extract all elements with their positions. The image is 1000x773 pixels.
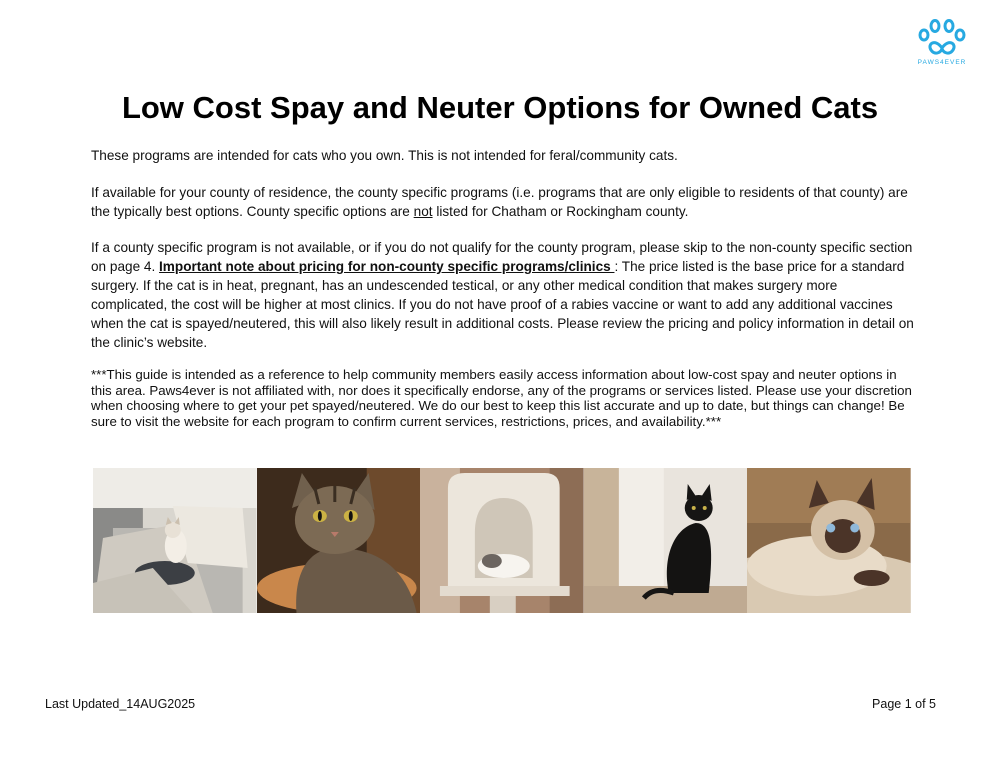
noncounty-text-end: : The price listed is the base price for a standard surgery. If the cat is in heat, pregnant, has an undescended testical, or any other medical condition that makes surgery more complicated, the cost will be higher at most clinics. If you do not have proof of a rabies vaccine or want to add any additional vaccines when the cat is spayed/neutered, this will also likely result in additional costs. Please review the pricing and policy information in detail on the clinic’s website. — [91, 259, 914, 350]
county-text-start: If available for your county of residence, the county specific programs (i.e. programs that are only eligible to residents of that county) are the typically best options. County specific options are — [91, 185, 908, 219]
noncounty-paragraph — [91, 238, 916, 352]
page-title: Low Cost Spay and Neuter Options for Owned Cats — [121, 90, 879, 125]
logo-text: PAWS4EVER — [917, 59, 967, 66]
cat-on-couch-photo — [93, 468, 257, 613]
disclaimer-paragraph: ***This guide is intended as a reference to help community members easily access information about low-cost spay and neuter options in this area. Paws4ever is not affiliated with, nor does it specifically endorse, any of the programs or services listed. Please use your discretion when choosing where to get your pet spayed/neutered. We do our best to keep this list accurate and up to date, but things can change! Be sure to visit the website for each program to confirm current services, restrictions, prices, and availability.*** — [91, 367, 912, 429]
county-paragraph — [91, 183, 916, 221]
cat-photo-strip — [93, 468, 911, 613]
pricing-note-heading: Important note about pricing for non-county specific programs/clinics — [159, 259, 615, 274]
paw-logo-icon — [913, 18, 971, 58]
black-cat-photo — [584, 468, 748, 613]
tabby-cat-photo — [257, 468, 421, 613]
county-text-end: listed for Chatham or Rockingham county. — [432, 204, 689, 219]
intro-paragraph: These programs are intended for cats who you own. This is not intended for feral/community cats. — [91, 148, 678, 163]
paws4ever-logo — [905, 18, 979, 66]
not-emphasis: not — [413, 204, 433, 219]
cat-in-cat-tree-photo — [420, 468, 584, 613]
noncounty-text-start: If a county specific program is not available, or if you do not qualify for the county program, please skip to the non-county specific section on page 4. — [91, 240, 913, 274]
page-number-label: Page 1 of 5 — [872, 697, 936, 711]
last-updated-label: Last Updated_14AUG2025 — [45, 697, 196, 711]
siamese-cat-photo — [747, 468, 911, 613]
